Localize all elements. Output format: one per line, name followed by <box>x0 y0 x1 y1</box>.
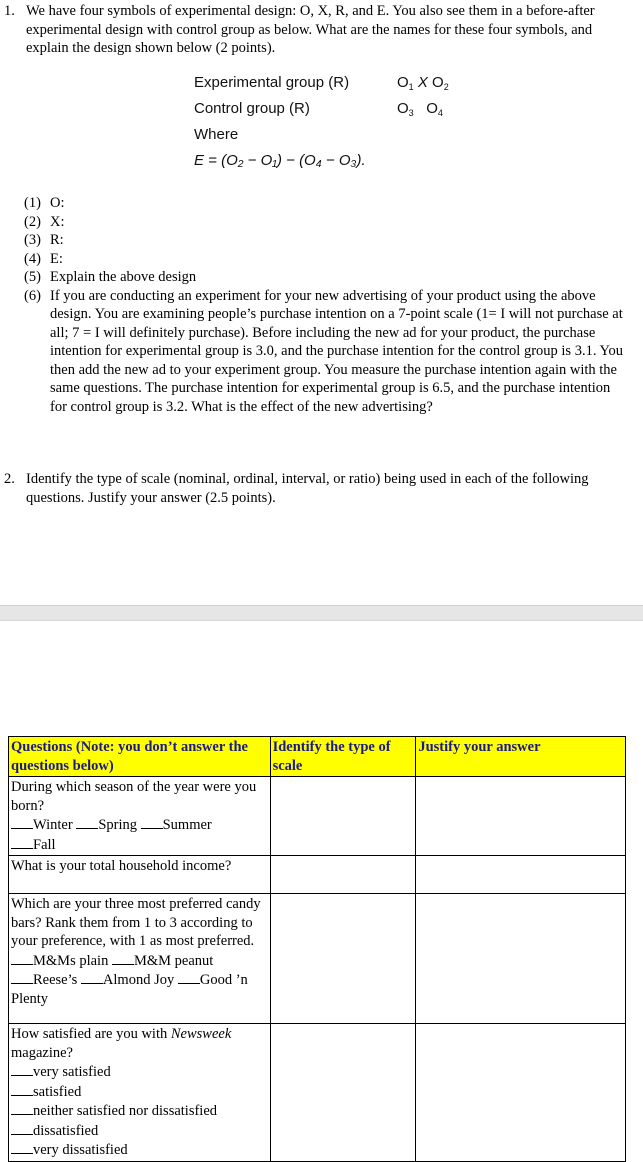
experimental-group-symbols: $O_1$ X $O_2$ <box>397 74 449 92</box>
question-text: How satisfied are you with Newsweek magazine? <box>11 1026 232 1061</box>
table-header: Questions (Note: you don’t answer the questions below) <box>9 737 271 777</box>
question-text: Identify the type of scale (nominal, ordinal, interval, or ratio) being used in each of the following questions. Justify your answer (2.5 points). <box>26 471 589 506</box>
table-header: Identify the type of scale <box>270 737 416 777</box>
option-list: very satisfied satisfied neither satisfied nor dissatisfied dissatisfied very dissatisfied <box>11 1062 268 1160</box>
question-number: 1. <box>4 3 15 19</box>
table-header: Justify your answer <box>416 737 626 777</box>
control-group-label: Control group (R) <box>194 100 310 117</box>
effect-formula: E = (O₂ − O₁) − (O₄ − O₃). <box>194 152 366 169</box>
table-row <box>9 777 626 856</box>
question-2 <box>4 470 624 507</box>
justify-answer-cell[interactable] <box>416 1024 626 1162</box>
table-row <box>9 856 626 894</box>
question-1 <box>4 2 634 58</box>
question-cell <box>9 777 271 856</box>
table-row <box>9 894 626 1024</box>
option-list: Winter Spring Summer Fall <box>11 815 268 854</box>
page-divider <box>0 605 643 621</box>
scale-answer-cell[interactable] <box>270 856 416 894</box>
justify-answer-cell[interactable] <box>416 856 626 894</box>
sub-questions <box>24 194 624 416</box>
scale-answer-cell[interactable] <box>270 894 416 1024</box>
justify-answer-cell[interactable] <box>416 894 626 1024</box>
question-text: Which are your three most preferred candy bars? Rank them from 1 to 3 according to your preference, with 1 as most preferred. <box>11 896 261 949</box>
question-cell <box>9 856 271 894</box>
scale-answer-cell[interactable] <box>270 777 416 856</box>
scale-table <box>8 736 626 1162</box>
where-label: Where <box>194 126 239 143</box>
experimental-group-label: Experimental group (R) <box>194 74 350 91</box>
control-group-symbols: $O_3$ $O_4$ <box>397 100 443 118</box>
sub-question: (1) O: <box>24 195 65 211</box>
question-text: What is your total household income? <box>11 858 232 874</box>
scale-answer-cell[interactable] <box>270 1024 416 1162</box>
question-cell <box>9 1024 271 1162</box>
sub-question: (2) X: <box>24 213 65 230</box>
question-text: During which season of the year were you born? <box>11 779 257 814</box>
sub-question: (5) Explain the above design <box>24 269 197 285</box>
question-text: We have four symbols of experimental design: O, X, R, and E. You also see them in a before-after experimental design with control group as below. What are the names for these four symbols, and explain the design shown below (2 points). <box>26 3 595 56</box>
sub-question: (3) R: <box>24 232 64 248</box>
question-number: 2. <box>4 471 15 487</box>
sub-question: (6) If you are conducting an experiment for your new advertising of your product using the above design. You are examining people’s purchase intention on a 7-point scale (1= I will not purchase at all; 7 = I will definitely purchase). Before including the new ad for your product, the purchase intention for experimental group is 3.0, and the purchase intention for the control group is 3.1. You then add the new ad to your experiment group. You measure the purchase intention again with the same questions. The purchase intention for experimental group is 6.5, and the purchase intention for control group is 3.2. What is the effect of the new advertising? <box>24 287 624 415</box>
justify-answer-cell[interactable] <box>416 777 626 856</box>
table-row <box>9 1024 626 1162</box>
option-list: M&Ms plain M&M peanut Reese’s Almond Joy Good ’n Plenty <box>11 952 248 1007</box>
sub-question: (4) E: <box>24 250 63 267</box>
table-header-row <box>9 737 626 777</box>
question-cell <box>9 894 271 1024</box>
